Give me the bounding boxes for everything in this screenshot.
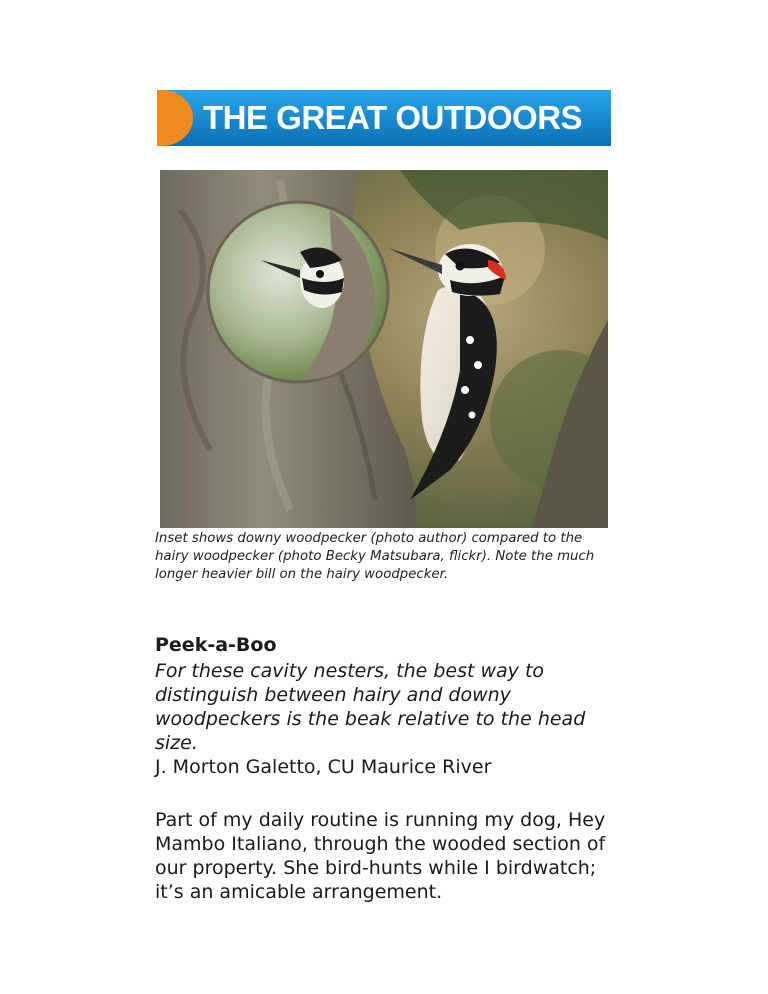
article-deck: For these cavity nesters, the best way to distinguish between hairy and downy woodpeckers is the beak relative to the head size. — [155, 660, 586, 754]
banner-orange-swoosh — [157, 90, 193, 146]
section-banner — [157, 90, 611, 146]
article-body: Part of my daily routine is running my dog, Hey Mambo Italiano, through the wooded section of our property. She bird-hunts while I birdwatch; it’s an amicable arrangement. — [155, 809, 606, 903]
photo-caption: Inset shows downy woodpecker (photo author) compared to the hairy woodpecker (photo Becky Matsubara, flickr). Note the much longer heavier bill on the hairy woodpecker. — [155, 531, 595, 582]
banner-title: THE GREAT OUTDOORS — [203, 99, 583, 136]
article-byline: J. Morton Galetto, CU Maurice River — [155, 756, 492, 778]
article-title: Peek-a-Boo — [155, 634, 277, 656]
woodpecker-photo — [160, 170, 608, 528]
